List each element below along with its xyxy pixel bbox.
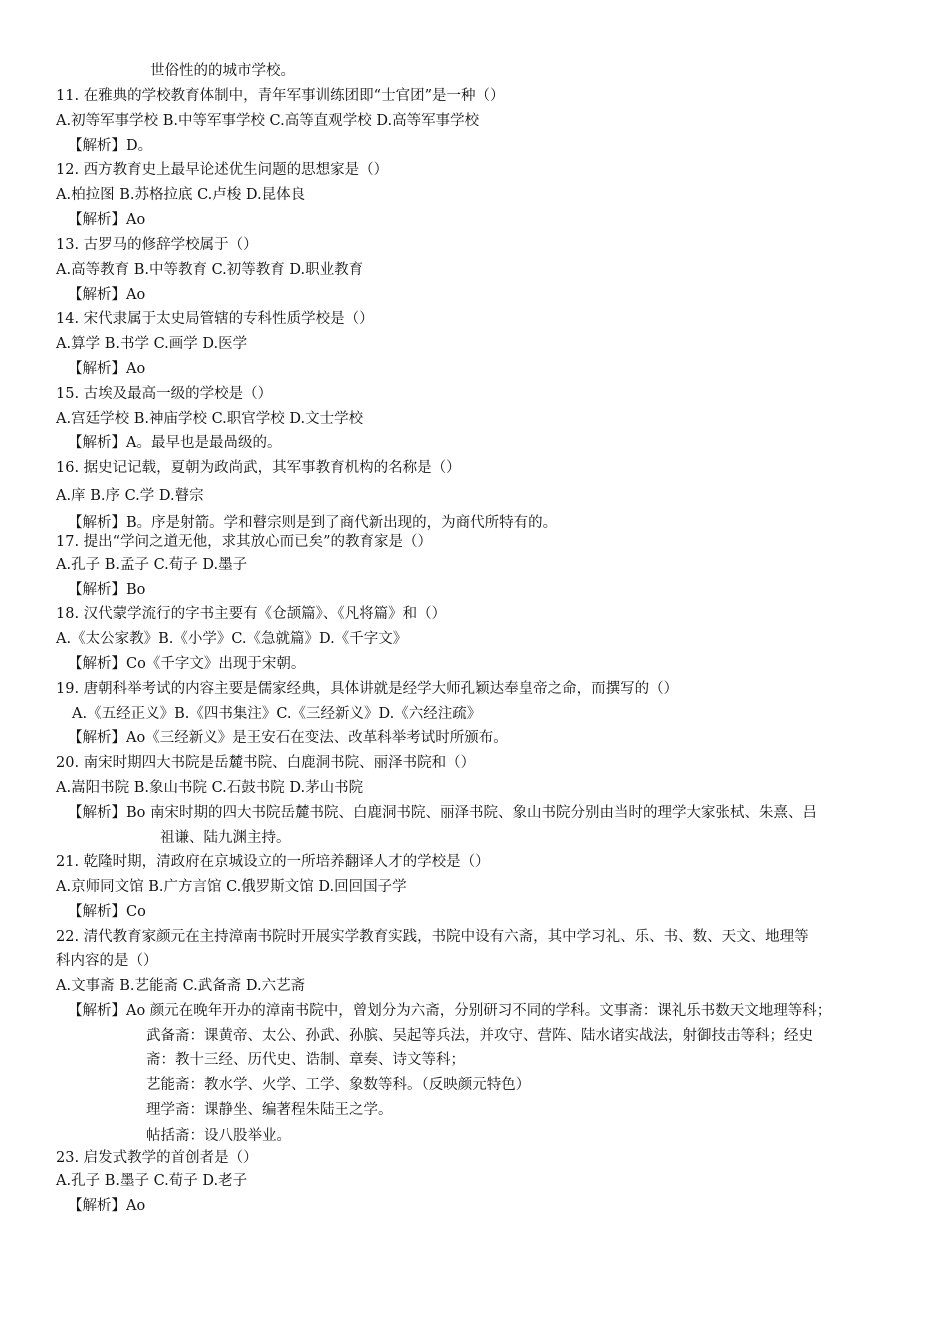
answer-12: 【解析】Ao bbox=[68, 212, 146, 228]
question-13: 13. 古罗马的修辞学校属于（） bbox=[56, 237, 258, 253]
answer-22: 【解析】Ao 颜元在晚年开办的漳南书院中，曾划分为六斋，分别研习不同的学科。文事斋：课礼乐书数天文地理等科； bbox=[68, 1003, 832, 1019]
question-19: 19. 唐朝科举考试的内容主要是儒家经典，具体讲就是经学大师孔颖达奉皇帝之命，而撰写的（） bbox=[56, 681, 679, 697]
answer-22-detail: 艺能斋：教水学、火学、工学、象数等科。（反映颜元特色） bbox=[146, 1077, 531, 1093]
question-22: 22. 清代教育家颜元在主持漳南书院时开展实学教育实践，书院中设有六斋，其中学习礼、乐、书、数、天文、地理等 bbox=[56, 929, 809, 945]
options-15: A.宫廷学校 B.神庙学校 C.职官学校 D.文士学校 bbox=[56, 411, 364, 427]
options-19: A.《五经正义》B.《四书集注》C.《三经新义》D.《六经注疏》 bbox=[72, 706, 482, 722]
options-17: A.孔子 B.孟子 C.荀子 D.墨子 bbox=[56, 557, 248, 573]
answer-13: 【解析】Ao bbox=[68, 287, 146, 303]
question-17: 17. 提出“学问之道无他，求其放心而已矣”的教育家是（） bbox=[56, 534, 432, 550]
answer-21: 【解析】Co bbox=[68, 904, 146, 920]
answer-20: 【解析】Bo 南宋时期的四大书院岳麓书院、白鹿洞书院、丽泽书院、象山书院分别由当时的理学大家张栻、朱熹、吕 bbox=[68, 805, 817, 821]
answer-14: 【解析】Ao bbox=[68, 361, 146, 377]
options-13: A.高等教育 B.中等教育 C.初等教育 D.职业教育 bbox=[56, 262, 364, 278]
options-14: A.算学 B.书学 C.画学 D.医学 bbox=[56, 336, 248, 352]
answer-20-continued: 祖谦、陆九渊主持。 bbox=[160, 830, 291, 846]
answer-11: 【解析】D。 bbox=[68, 138, 153, 154]
question-16: 16. 据史记记载，夏朝为政尚武，其军事教育机构的名称是（） bbox=[56, 460, 461, 476]
question-12: 12. 西方教育史上最早论述优生问题的思想家是（） bbox=[56, 162, 389, 178]
answer-19: 【解析】Ao《三经新义》是王安石在变法、改革科举考试时所颁布。 bbox=[68, 730, 508, 746]
answer-15: 【解析】A。最早也是最咼级的。 bbox=[68, 435, 282, 451]
question-18: 18. 汉代蒙学流行的字书主要有《仓颉篇》、《凡将篇》和（） bbox=[56, 606, 447, 622]
options-12: A.柏拉图 B.苏格拉底 C.卢梭 D.昆体良 bbox=[56, 187, 306, 203]
options-21: A.京师同文馆 B.广方言馆 C.俄罗斯文馆 D.回回国子学 bbox=[56, 879, 407, 895]
text-line: 世俗性的的城市学校。 bbox=[150, 63, 295, 79]
question-21: 21. 乾隆时期，清政府在京城设立的一所培养翻译人才的学校是（） bbox=[56, 854, 490, 870]
answer-17: 【解析】Bo bbox=[68, 582, 146, 598]
options-11: A.初等军事学校 B.中等军事学校 C.高等直观学校 D.高等军事学校 bbox=[56, 113, 480, 129]
question-14: 14. 宋代隶属于太史局管辖的专科性质学校是（） bbox=[56, 311, 374, 327]
question-23: 23. 启发式教学的首创者是（） bbox=[56, 1150, 258, 1166]
answer-22-detail: 帖括斋：设八股举业。 bbox=[146, 1128, 291, 1144]
answer-23: 【解析】Ao bbox=[68, 1198, 146, 1214]
question-22-continued: 科内容的是（） bbox=[56, 953, 158, 969]
options-23: A.孔子 B.墨子 C.荀子 D.老子 bbox=[56, 1173, 248, 1189]
options-22: A.文事斋 B.艺能斋 C.武备斋 D.六艺斋 bbox=[56, 978, 306, 994]
options-18: A.《太公家教》B.《小学》C.《急就篇》D.《千字文》 bbox=[56, 631, 408, 647]
answer-16: 【解析】B。序是射箭。学和瞽宗则是到了商代新出现的，为商代所特有的。 bbox=[68, 515, 558, 531]
question-15: 15. 古埃及最高一级的学校是（） bbox=[56, 386, 273, 402]
answer-22-detail: 理学斋：课静坐、编著程朱陆王之学。 bbox=[146, 1102, 393, 1118]
question-20: 20. 南宋时期四大书院是岳麓书院、白鹿洞书院、丽泽书院和（） bbox=[56, 755, 476, 771]
question-11: 11. 在雅典的学校教育体制中，青年军事训练团即“士官团”是一种（） bbox=[56, 88, 505, 104]
options-20: A.嵩阳书院 B.象山书院 C.石鼓书院 D.茅山书院 bbox=[56, 780, 364, 796]
answer-22-detail: 斋：教十三经、历代史、诰制、章奏、诗文等科； bbox=[146, 1052, 465, 1068]
answer-22-detail: 武备斋：课黄帝、太公、孙武、孙膑、吴起等兵法，并攻守、营阵、陆水诸实战法，射御技击等科；经史 bbox=[146, 1028, 813, 1044]
answer-18: 【解析】Co《千字文》出现于宋朝。 bbox=[68, 656, 306, 672]
options-16: A.庠 B.序 C.学 D.瞽宗 bbox=[56, 488, 204, 504]
